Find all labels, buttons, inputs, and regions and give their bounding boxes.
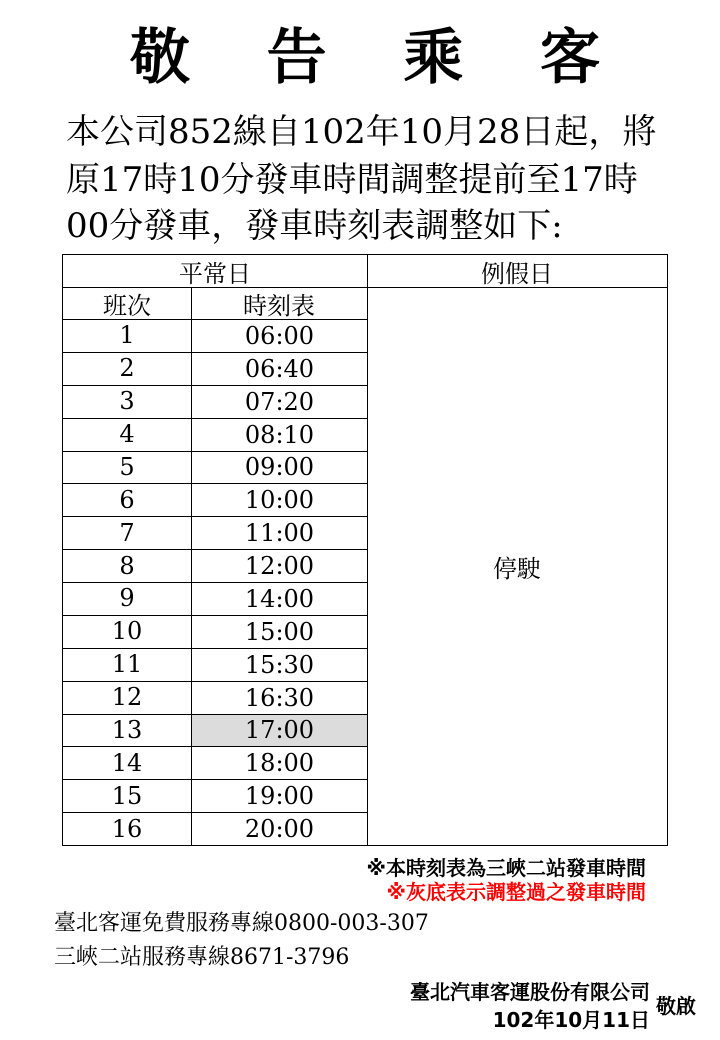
run-number-cell: 4 (119, 420, 135, 449)
title-char: 敬 (130, 23, 190, 93)
page-title (130, 18, 600, 93)
schedule-table (62, 254, 668, 846)
departure-time-cell: 11:00 (244, 519, 315, 548)
run-number-cell: 16 (111, 814, 143, 843)
holiday-status: 停駛 (493, 554, 541, 583)
table-row-divider (63, 746, 367, 747)
run-number-cell: 10 (111, 617, 143, 646)
table-row-divider (63, 714, 367, 715)
notice-date: 102年10月11日 (492, 1008, 650, 1032)
table-row-divider (63, 352, 367, 353)
table-row-divider (63, 418, 367, 419)
run-number-cell: 9 (119, 584, 135, 613)
run-number-cell: 8 (119, 551, 135, 580)
holiday-header: 例假日 (481, 259, 553, 288)
table-row-divider (63, 385, 367, 386)
hotline-text: 臺北客運免費服務專線0800-003-307 (54, 911, 429, 936)
departure-time-cell: 10:00 (244, 486, 315, 515)
table-row-divider (63, 779, 367, 780)
title-char: 告 (266, 23, 327, 93)
table-row-divider (63, 615, 367, 616)
company-name: 臺北汽車客運股份有限公司 (410, 980, 650, 1004)
table-row-divider (63, 483, 367, 484)
table-divider (367, 255, 368, 845)
notice-line-2: 原17時10分發車時間調整提前至17時 (66, 160, 638, 200)
run-number-cell: 6 (119, 485, 135, 514)
run-number-cell: 1 (119, 321, 135, 350)
run-number-cell: 5 (119, 452, 135, 481)
departure-time-cell: 06:00 (244, 321, 315, 350)
station-hotline-text: 三峽二站服務專線8671-3796 (54, 945, 350, 970)
departure-time-cell: 12:00 (244, 552, 315, 581)
signoff: 敬啟 (656, 994, 696, 1018)
table-row-divider (63, 648, 367, 649)
run-number-cell: 7 (119, 518, 135, 547)
departure-time-cell: 19:00 (244, 782, 315, 811)
table-row-divider (63, 582, 367, 583)
departure-time-cell: 16:30 (244, 683, 315, 712)
notice-line-1: 本公司852線自102年10月28日起，將 (66, 112, 657, 152)
run-number-cell: 15 (111, 781, 143, 810)
table-row-divider (63, 451, 367, 452)
run-number-cell: 11 (111, 650, 143, 679)
note-departure-station: ※本時刻表為三峽二站發車時間 (366, 856, 646, 880)
run-column-header: 班次 (103, 291, 151, 320)
table-row-divider (63, 549, 367, 550)
title-char: 客 (539, 23, 600, 93)
table-divider (63, 287, 667, 288)
run-number-cell: 12 (111, 683, 143, 712)
departure-time-cell-adjusted: 17:00 (192, 715, 367, 747)
departure-time-cell: 07:20 (244, 387, 315, 416)
notice-line-3: 00分發車，發車時刻表調整如下: (66, 206, 563, 246)
run-number-cell: 14 (111, 748, 143, 777)
departure-time-cell: 09:00 (244, 453, 315, 482)
departure-time-cell: 15:30 (244, 650, 315, 679)
run-number-cell: 2 (119, 354, 135, 383)
table-row-divider (63, 516, 367, 517)
time-column-header: 時刻表 (243, 291, 315, 320)
note-adjusted-times: ※灰底表示調整過之發車時間 (386, 880, 646, 904)
title-char: 乘 (403, 23, 464, 93)
departure-time-cell: 08:10 (244, 420, 315, 449)
departure-time-cell: 15:00 (244, 617, 315, 646)
run-number-cell: 13 (111, 715, 143, 744)
run-number-cell: 3 (119, 387, 135, 416)
departure-time-cell: 06:40 (244, 354, 315, 383)
departure-time-cell: 18:00 (244, 749, 315, 778)
departure-time-cell: 20:00 (244, 815, 315, 844)
weekday-header: 平常日 (179, 259, 251, 288)
table-row-divider (63, 812, 367, 813)
table-row-divider (63, 681, 367, 682)
departure-time-cell: 14:00 (244, 584, 315, 613)
